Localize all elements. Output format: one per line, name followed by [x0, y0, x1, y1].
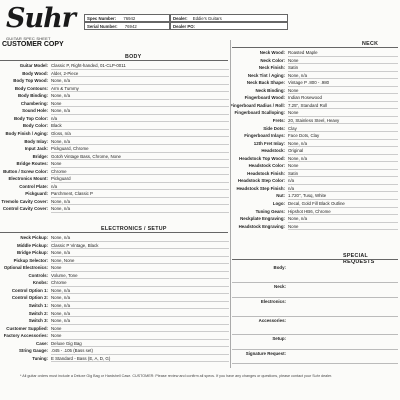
spec-number-field: Spec Number: 76942	[84, 14, 170, 22]
neck-row	[232, 125, 297, 133]
neck-row-label: Headstock Finish:	[247, 170, 285, 176]
neck-row-value: 7.25", Standard Roll	[288, 102, 398, 110]
body-row-label: Control Cavity Cover:	[2, 206, 48, 212]
electronics-row-value: None, n/a	[51, 317, 229, 325]
electronics-row-label: Control Option 2:	[11, 295, 48, 301]
special-request-label: Body:	[273, 265, 286, 270]
neck-row	[232, 49, 318, 57]
neck-row	[232, 109, 299, 117]
special-request-label: Setup:	[272, 336, 286, 341]
body-row-label: Button / Screw Color:	[3, 168, 48, 174]
body-row-label: Input Jack:	[24, 146, 48, 152]
neck-row	[232, 72, 308, 80]
neck-row-value: Clay	[288, 125, 398, 133]
neck-row-value: None	[288, 223, 398, 231]
neck-row	[232, 140, 308, 148]
neck-row-value: None	[288, 87, 398, 95]
neck-row-label: Neck Wood:	[259, 50, 285, 55]
neck-row	[232, 177, 295, 185]
neck-row-value: 20, Stainless Steel, Heavy	[288, 117, 398, 125]
neck-row-label: Headstock Color:	[248, 163, 285, 169]
body-row	[0, 168, 67, 176]
special-request-line	[232, 297, 398, 298]
electronics-row	[0, 287, 71, 295]
body-row-label: Body Top Color:	[13, 115, 48, 121]
neck-row	[232, 64, 299, 72]
neck-row	[232, 155, 308, 163]
electronics-row-label: Factory Accessories:	[3, 333, 48, 339]
body-row-label: Body Contours:	[14, 85, 48, 91]
electronics-row-value: Chrome	[51, 279, 229, 287]
dealer-field: Dealer: Eddie's Guitars	[170, 14, 288, 22]
body-row-label: Body Top Wood:	[13, 78, 48, 84]
neck-row	[232, 208, 331, 216]
neck-row-value: Satin	[288, 64, 398, 72]
body-row-value: None, n/a	[51, 92, 229, 100]
neck-row-label: Fingerboard Radius / Roll:	[230, 102, 285, 108]
neck-row-value: None, n/a	[288, 155, 398, 163]
body-row-label: Pickguard:	[25, 191, 48, 197]
body-row	[0, 70, 79, 78]
neck-row-value: Vintage P .800 - .980	[288, 79, 398, 87]
neck-row-label: Neckplate Engraving:	[240, 216, 285, 222]
electronics-row	[0, 347, 93, 355]
body-row	[0, 153, 121, 161]
electronics-row-label: Switch 2:	[28, 310, 48, 316]
electronics-row	[0, 279, 67, 287]
neck-row	[232, 57, 299, 65]
neck-row-value: Roasted Maple	[288, 49, 398, 57]
neck-row-label: 12th Fret Inlay:	[253, 140, 285, 146]
electronics-row-value: None	[51, 264, 229, 272]
neck-row-label: Side Dots:	[263, 125, 285, 131]
neck-row-value: Indian Rosewood	[288, 94, 398, 102]
electronics-row-label: String Gauge:	[18, 348, 48, 354]
neck-section-rule	[232, 47, 398, 48]
body-row-value: None	[51, 100, 229, 108]
electronics-row-value: None	[51, 325, 229, 333]
electronics-row-label: Tuning:	[32, 355, 48, 361]
neck-row-label: Headstock Top Wood:	[239, 155, 285, 161]
electronics-row	[0, 355, 111, 363]
body-row	[0, 100, 62, 108]
electronics-row	[0, 340, 82, 348]
special-requests-title: SPECIAL REQUESTS	[343, 253, 375, 265]
body-row-value: None, n/a	[51, 205, 229, 213]
neck-row-value: n/a	[288, 185, 398, 193]
neck-row	[232, 162, 299, 170]
body-row-value: n/a	[51, 183, 229, 191]
electronics-row-value: None	[51, 332, 229, 340]
special-request-line	[232, 349, 398, 350]
neck-row-label: Neck Back Shape:	[246, 80, 285, 86]
neck-row-label: Fingerboard Wood:	[244, 95, 285, 101]
body-row-value: Black	[51, 122, 229, 130]
body-row-label: Body Wood:	[22, 70, 48, 76]
electronics-row-label: Knobs:	[32, 280, 48, 286]
electronics-row-label: Neck Pickup:	[20, 235, 48, 240]
neck-row-value: None, n/a	[288, 140, 398, 148]
neck-row	[232, 132, 320, 140]
neck-row-label: Neck Tint / Aging:	[247, 72, 285, 78]
customer-copy-title: CUSTOMER COPY	[2, 41, 64, 48]
body-row-label: Body Inlay:	[24, 138, 48, 144]
electronics-row-label: Customer Supplied:	[6, 325, 48, 331]
body-row	[0, 107, 71, 115]
body-row-value: Arm & Tummy	[51, 85, 229, 93]
body-row-value: Parchment, Classic P	[51, 190, 229, 198]
electronics-row-label: Pickup Selector:	[13, 257, 48, 263]
electronics-row	[0, 234, 71, 242]
neck-row	[232, 117, 340, 125]
sheet-subtitle: GUITAR SPEC SHEET	[6, 36, 51, 41]
neck-row-value: Satin	[288, 170, 398, 178]
neck-row	[232, 170, 299, 178]
electronics-row-label: Middle Pickup:	[17, 242, 48, 248]
column-divider	[230, 40, 231, 368]
electronics-row-value: .045 - .105 (Bass set)	[51, 347, 229, 355]
body-row-label: Guitar Model:	[19, 63, 48, 68]
neck-row-label: Headstock Step Finish:	[236, 185, 285, 191]
body-row	[0, 145, 89, 153]
electronics-row-label: Switch 3:	[28, 318, 48, 324]
electronics-section-title: ELECTRONICS / SETUP	[101, 226, 167, 232]
body-row-label: Chambering:	[20, 100, 48, 106]
neck-row	[232, 147, 304, 155]
electronics-row-value: E Standard - Bass (E, A, D, G)	[51, 355, 229, 363]
neck-row-label: Headstock Engraving:	[238, 223, 285, 229]
neck-row	[232, 79, 330, 87]
special-request-label: Electronics:	[260, 299, 286, 304]
neck-row	[232, 185, 295, 193]
body-row-label: Body Binding:	[18, 93, 48, 99]
special-request-line	[232, 282, 398, 283]
electronics-row-value: None, n/a	[51, 287, 229, 295]
electronics-row-value: None, n/a	[51, 310, 229, 318]
body-row	[0, 77, 71, 85]
neck-row-label: Neck Finish:	[258, 65, 285, 71]
electronics-row-value: None, n/a	[51, 294, 229, 302]
electronics-row-label: Optional Electronics:	[3, 265, 48, 271]
neck-section-title: NECK	[362, 41, 379, 47]
body-row-label: Body Color:	[22, 123, 48, 129]
electronics-row-value: Deluxe Gig Bag	[51, 340, 229, 348]
body-row-label: Electronics Mount:	[8, 176, 48, 182]
body-section-rule	[0, 60, 228, 61]
special-request-line	[232, 363, 398, 364]
special-request-line	[232, 334, 398, 335]
neck-row-label: Fingerboard Inlays:	[244, 133, 285, 139]
neck-row-value: n/a	[288, 177, 398, 185]
electronics-row-label: Bridge Pickup:	[17, 250, 48, 256]
neck-row	[232, 215, 308, 223]
body-row-value: Alder, 2-Piece	[51, 70, 229, 78]
body-row	[0, 175, 71, 183]
body-row-value: None, n/a	[51, 107, 229, 115]
neck-row-label: Headstock:	[261, 148, 285, 154]
body-row-label: Body Finish / Aging:	[5, 130, 48, 136]
dealer-value: Eddie's Guitars	[192, 16, 222, 21]
body-section-title: BODY	[125, 54, 142, 60]
neck-row-label: Tuning Gears:	[255, 208, 285, 214]
body-row	[0, 198, 71, 206]
electronics-row	[0, 264, 62, 272]
body-row-label: Control Plate:	[19, 183, 48, 189]
neck-row-label: Frets:	[272, 117, 285, 123]
body-row-value: Classic P, Right-handed, 01-CLP-0011	[51, 62, 229, 70]
neck-row-label: Fingerboard Scalloping:	[234, 110, 285, 116]
suhr-logo: Suhr	[6, 3, 75, 34]
neck-row-value: Decal, Gold Fill Black Outline	[288, 200, 398, 208]
body-row-label: Sound Hole:	[22, 108, 48, 114]
electronics-row-value: Classic P Vintage, Black	[51, 242, 229, 250]
body-row-label: Bridge Routes:	[16, 161, 48, 167]
neck-row	[232, 192, 327, 200]
body-row-value: Chrome	[51, 168, 229, 176]
body-row	[0, 115, 58, 123]
body-row-value: None	[51, 160, 229, 168]
electronics-row-label: Switch 1:	[28, 302, 48, 308]
body-row	[0, 183, 58, 191]
neck-row-value: None	[288, 162, 398, 170]
electronics-row	[0, 310, 71, 318]
neck-row-value: None	[288, 109, 398, 117]
neck-row-value: Face Dots, Clay	[288, 132, 398, 140]
body-row-value: Pickguard, Chrome	[51, 145, 229, 153]
body-row-value: None, n/a	[51, 138, 229, 146]
electronics-row-label: Control Option 1:	[11, 287, 48, 293]
electronics-row-value: None, n/a	[51, 234, 229, 242]
neck-row-label: Nut:	[276, 193, 285, 199]
electronics-row-value: Volume, Tone	[51, 272, 229, 280]
special-request-label: Neck:	[274, 284, 286, 289]
electronics-row	[0, 257, 75, 265]
neck-row-value: None, n/a	[288, 215, 398, 223]
neck-row-value: None	[288, 57, 398, 65]
body-row-value: None, n/a	[51, 77, 229, 85]
electronics-row	[0, 332, 62, 340]
body-row-value: None, n/a	[51, 198, 229, 206]
special-request-label: Accessories:	[258, 318, 286, 323]
special-requests-rule	[232, 259, 398, 260]
electronics-row-label: Case:	[36, 340, 48, 346]
neck-row-label: Neck Color:	[260, 57, 285, 63]
neck-row-value: Original	[288, 147, 398, 155]
neck-row	[230, 102, 328, 110]
electronics-row	[0, 317, 71, 325]
neck-row-value: None, n/a	[288, 72, 398, 80]
body-row-label: Tremolo Cavity Cover:	[1, 198, 48, 204]
neck-row-label: Logo:	[272, 201, 285, 206]
electronics-row	[0, 272, 78, 280]
electronics-row-value: None, None	[51, 257, 229, 265]
body-row-value: Pickguard	[51, 175, 229, 183]
electronics-row	[0, 325, 62, 333]
body-row	[0, 92, 71, 100]
body-row-label: Bridge:	[32, 153, 48, 159]
electronics-row-value: None, n/a	[51, 302, 229, 310]
electronics-row	[0, 242, 99, 250]
neck-row-value: Hipshot HB6, Chrome	[288, 208, 398, 216]
body-row-value: Gotoh Vintage Bass, Chrome, None	[51, 153, 229, 161]
body-row-value: n/a	[51, 115, 229, 123]
neck-row	[232, 223, 299, 231]
body-row	[0, 138, 71, 146]
neck-row-label: Headstock Step Color:	[237, 178, 285, 184]
neck-row	[232, 87, 299, 95]
electronics-row	[0, 249, 71, 257]
spec-number-value: 76942	[123, 16, 136, 21]
serial-number-field: Serial Number: 76942	[84, 22, 170, 30]
electronics-row-label: Controls:	[28, 272, 48, 278]
electronics-section-rule	[0, 232, 228, 233]
dealer-po-field: Dealer PO:	[170, 22, 288, 30]
neck-row	[232, 200, 345, 208]
special-request-line	[232, 316, 398, 317]
body-row	[0, 205, 71, 213]
body-row	[0, 190, 93, 198]
body-row-value: Gloss, n/a	[51, 130, 229, 138]
neck-row-label: Neck Binding:	[255, 87, 285, 93]
body-row	[0, 160, 62, 168]
body-row	[0, 85, 79, 93]
body-row	[0, 62, 126, 70]
body-row	[0, 122, 62, 130]
body-row	[0, 130, 71, 138]
neck-row	[232, 94, 322, 102]
electronics-row	[0, 294, 71, 302]
serial-number-value: 76942	[124, 24, 137, 29]
special-request-label: Signature Request:	[245, 351, 286, 356]
electronics-row	[0, 302, 71, 310]
electronics-row-value: None, n/a	[51, 249, 229, 257]
neck-row-value: 1.720", Tusq, White	[288, 192, 398, 200]
footer-note: * All guitar orders must include a Deluxe Gig Bag or Hardshell Case. CUSTOMER: Please review and confirm all specs. If you have any changes or questions, please contact your Suhr dealer.	[20, 374, 333, 378]
